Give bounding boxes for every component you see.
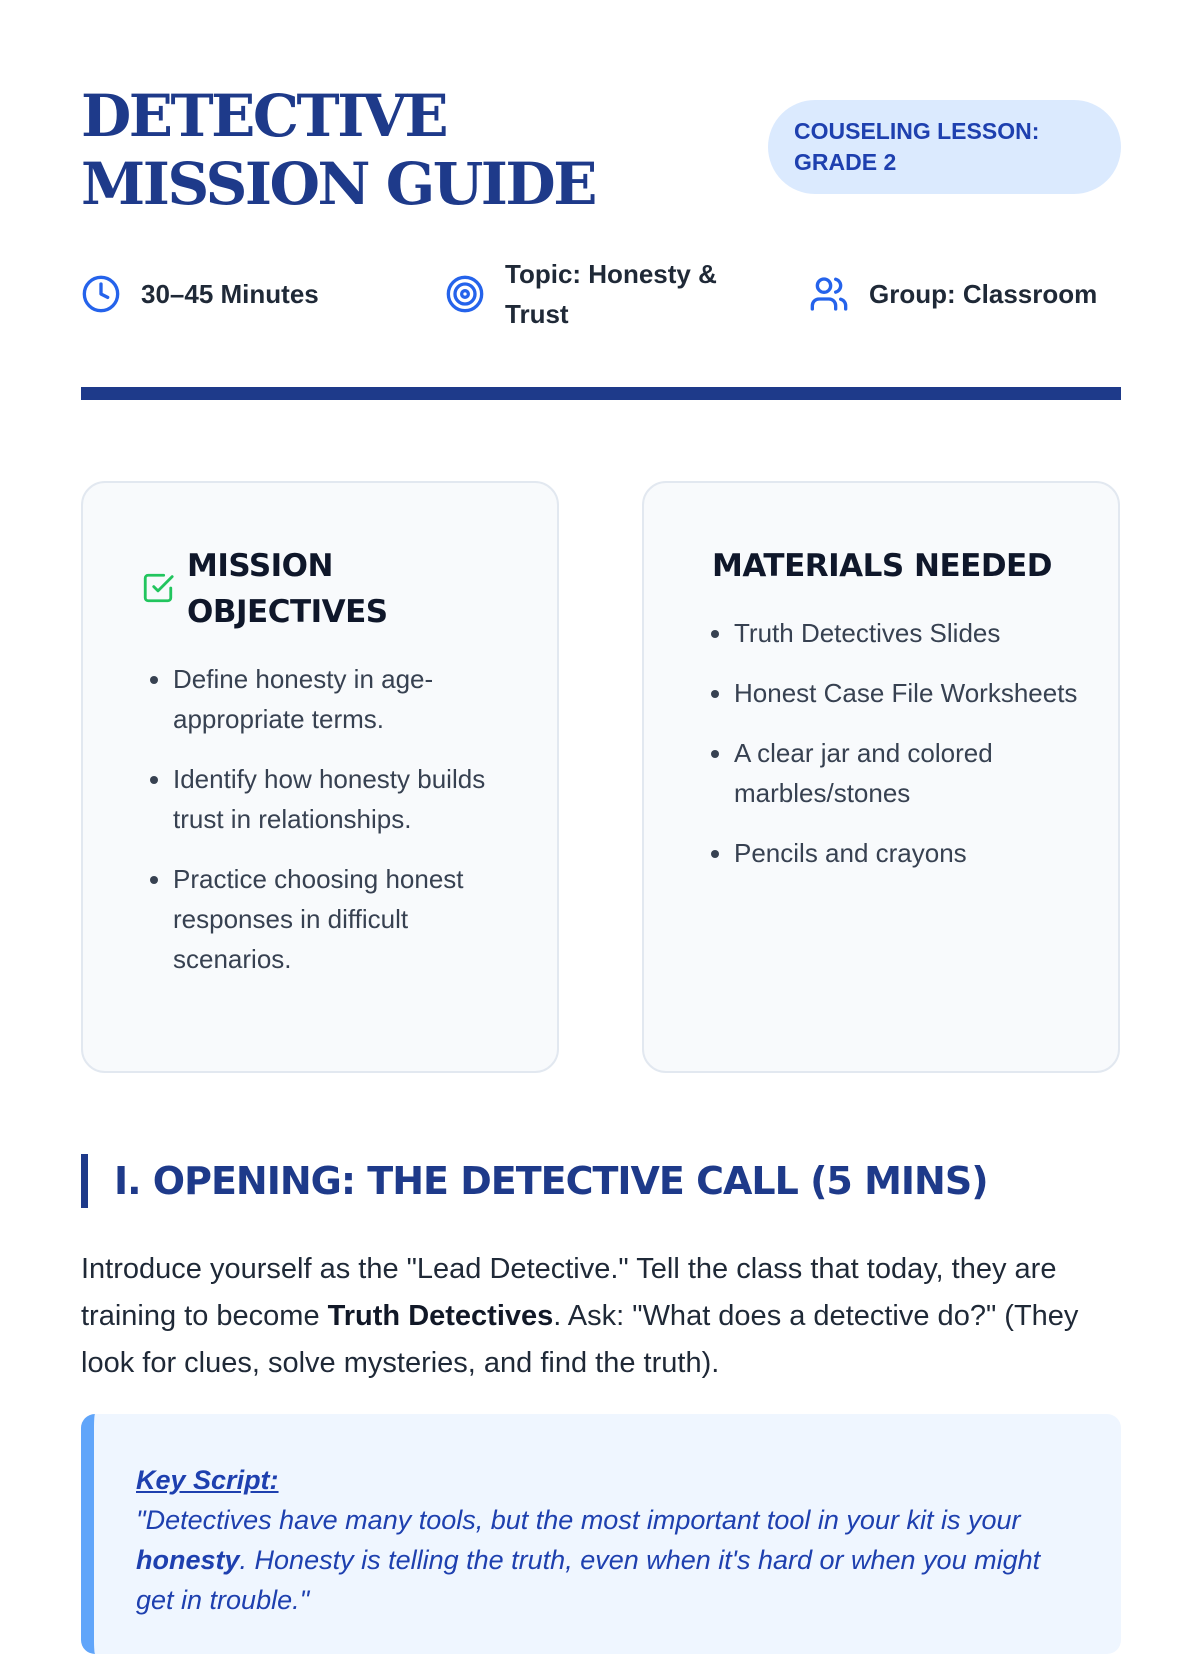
list-item: • Define honesty in age-appropriate terms. <box>173 659 533 739</box>
materials-card <box>642 481 1120 1073</box>
objectives-header <box>141 543 447 635</box>
opening-intro <box>81 1246 1121 1387</box>
list-item: • Truth Detectives Slides <box>734 613 1104 653</box>
meta-topic <box>445 254 755 334</box>
header-divider <box>81 387 1121 400</box>
intro-emphasis: Truth Detectives <box>327 1300 554 1332</box>
lesson-badge: COUSELING LESSON: GRADE 2 <box>768 100 1121 194</box>
meta-row <box>81 254 1121 334</box>
target-icon <box>445 274 485 314</box>
objectives-title: MISSION OBJECTIVES <box>187 548 388 630</box>
meta-group <box>809 274 1097 314</box>
key-script-emphasis: honesty <box>136 1545 240 1575</box>
objectives-list <box>141 659 533 999</box>
meta-duration-text: 30–45 Minutes <box>141 279 319 309</box>
meta-topic-text: Topic: Honesty & Trust <box>505 259 717 329</box>
key-script-text-2: . Honesty is telling the truth, even when it's hard or when you might get in trouble." <box>136 1545 1041 1615</box>
intro-text-2: . Ask: "What does a detective do?" (They look for clues, solve mysteries, and find the truth). <box>81 1300 1079 1379</box>
list-item: • Pencils and crayons <box>734 833 1104 873</box>
key-script-callout <box>81 1414 1121 1654</box>
list-item: • Identify how honesty builds trust in relationships. <box>173 759 533 839</box>
list-item: • Honest Case File Worksheets <box>734 673 1104 713</box>
key-script-label: Key Script: <box>136 1465 279 1495</box>
meta-group-text: Group: Classroom <box>869 279 1098 309</box>
meta-duration <box>81 274 319 314</box>
materials-title: MATERIALS NEEDED <box>712 548 1052 584</box>
list-item: • Practice choosing honest responses in difficult scenarios. <box>173 859 533 979</box>
page-header <box>81 82 1121 222</box>
clock-icon <box>81 274 121 314</box>
intro-text-1: Introduce yourself as the "Lead Detective." Tell the class that today, they are training to become <box>81 1253 1057 1332</box>
list-item: • A clear jar and colored marbles/stones <box>734 733 1104 813</box>
key-script-text-1: "Detectives have many tools, but the most important tool in your kit is your <box>136 1505 1021 1535</box>
materials-header <box>712 543 1052 589</box>
users-icon <box>809 274 849 314</box>
page-title: DETECTIVE MISSION GUIDE <box>81 82 595 218</box>
materials-list <box>702 613 1104 893</box>
objectives-card <box>81 481 559 1073</box>
check-square-icon <box>141 571 175 605</box>
opening-section-title: I. OPENING: THE DETECTIVE CALL (5 MINS) <box>81 1154 1121 1208</box>
